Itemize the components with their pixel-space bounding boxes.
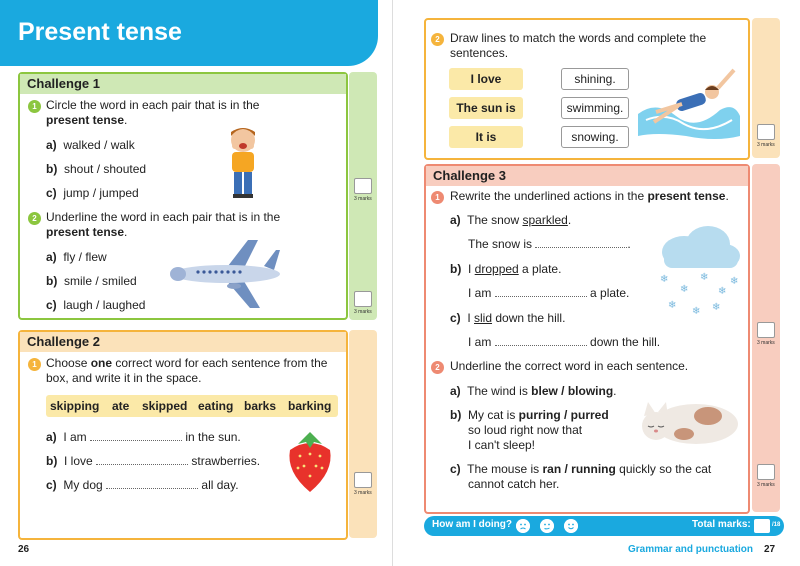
marks-box-c2[interactable] xyxy=(354,472,372,488)
c1-q1-item-a[interactable]: a) walked / walk xyxy=(46,138,135,152)
c1-q2-item-a[interactable]: a) fly / flew xyxy=(46,250,107,264)
marks-label-c3-q2: 3 marks xyxy=(757,482,775,488)
marks-box-c3-q1[interactable] xyxy=(757,322,775,338)
svg-text:❄: ❄ xyxy=(718,286,727,297)
progress-footer xyxy=(424,516,784,536)
swimmer-illustration xyxy=(636,62,742,146)
challenge-3-marks-strip xyxy=(752,164,780,512)
svg-text:❄: ❄ xyxy=(700,272,709,283)
word-option: skipped xyxy=(142,399,188,413)
marks-label-c2: 3 marks xyxy=(354,490,372,496)
cat-illustration xyxy=(634,390,742,448)
word-option: barking xyxy=(288,399,332,413)
neutral-face-icon[interactable] xyxy=(540,519,554,533)
challenge-1-heading: Challenge 1 xyxy=(20,74,346,94)
strawberry-illustration xyxy=(284,428,336,494)
c3-q2-item-a: a) The wind is blew / blowing. xyxy=(450,384,617,398)
c3-q1-item-b: b) I dropped a plate. xyxy=(450,262,562,276)
svg-text:❄: ❄ xyxy=(680,284,689,295)
c3-q2-instruction: Underline the correct word in each sentence. xyxy=(450,359,689,373)
question-number: 1 xyxy=(28,100,41,113)
snow-cloud-illustration xyxy=(654,222,744,322)
c3-q1-item-a: a) The snow sparkled. xyxy=(450,213,572,227)
c3-q2-item-b-line2: so loud right now that xyxy=(468,423,583,437)
total-marks-label: Total marks: xyxy=(692,519,751,530)
marks-box-match[interactable] xyxy=(757,124,775,140)
choice-words[interactable]: blew / blowing xyxy=(531,384,614,398)
match-right-1[interactable]: shining. xyxy=(561,68,629,90)
page-title: Present tense xyxy=(18,18,182,46)
question-number: 2 xyxy=(28,212,41,225)
c2-q1-instruction: Choose one correct word for each sentence from the box, and write it in the space. xyxy=(46,356,328,385)
marks-label-match: 3 marks xyxy=(757,142,775,148)
word-option: barks xyxy=(244,399,277,413)
footer-section-title: Grammar and punctuation xyxy=(628,544,754,555)
match-left-1[interactable]: I love xyxy=(449,68,523,90)
question-number: 1 xyxy=(28,358,41,371)
match-left-3[interactable]: It is xyxy=(449,126,523,148)
c2-item-c: c) My dog all day. xyxy=(46,478,239,492)
choice-words[interactable]: purring / purred xyxy=(518,408,609,422)
c1-q1-item-b[interactable]: b) shout / shouted xyxy=(46,162,147,176)
total-marks-box[interactable] xyxy=(754,519,770,533)
c1-q2-item-b[interactable]: b) smile / smiled xyxy=(46,274,137,288)
question-number: 2 xyxy=(431,361,444,374)
word-option: ate xyxy=(112,399,130,413)
c3-q1-instruction: Rewrite the underlined actions in the present tense. xyxy=(450,189,729,203)
marks-box-c1-q1[interactable] xyxy=(354,178,372,194)
title-bar xyxy=(0,0,378,66)
c1-q1-item-c[interactable]: c) jump / jumped xyxy=(46,186,139,200)
c3-q1-answer-c: I am down the hill. xyxy=(468,335,661,349)
boy-illustration xyxy=(218,124,268,200)
match-left-2[interactable]: The sun is xyxy=(449,97,523,119)
c3-q1-answer-b: I am a plate. xyxy=(468,286,630,300)
c3-q1-answer-a: The snow is . xyxy=(468,237,631,251)
marks-label-c1-q1: 3 marks xyxy=(354,196,372,202)
c2-item-a: a) I am in the sun. xyxy=(46,430,241,444)
c3-q2-item-c: c) The mouse is ran / running quickly so the cat xyxy=(450,462,712,476)
page-number-right: 27 xyxy=(764,544,776,555)
c3-q2-item-b: b) My cat is purring / purred xyxy=(450,408,609,422)
c3-q2-item-c-line2: cannot catch her. xyxy=(468,477,560,491)
choice-words[interactable]: ran / running xyxy=(542,462,616,476)
word-option: skipping xyxy=(50,399,100,413)
svg-text:❄: ❄ xyxy=(712,302,721,313)
match-instruction: Draw lines to match the words and complete the sentences. xyxy=(450,31,707,60)
page-number-left: 26 xyxy=(18,544,30,555)
sad-face-icon[interactable] xyxy=(516,519,530,533)
challenge-2-marks-strip xyxy=(349,330,377,538)
word-option: eating xyxy=(198,399,234,413)
answer-blank[interactable] xyxy=(535,237,627,248)
answer-blank[interactable] xyxy=(495,335,587,346)
total-out-of: /18 xyxy=(772,522,781,528)
c3-q1-item-c: c) I slid down the hill. xyxy=(450,311,566,325)
match-right-3[interactable]: snowing. xyxy=(561,126,629,148)
svg-text:❄: ❄ xyxy=(730,276,739,287)
svg-text:❄: ❄ xyxy=(692,306,701,317)
marks-label-c3-q1: 3 marks xyxy=(757,340,775,346)
airplane-illustration xyxy=(168,236,282,312)
challenge-2-heading: Challenge 2 xyxy=(20,332,346,352)
happy-face-icon[interactable] xyxy=(564,519,578,533)
answer-blank[interactable] xyxy=(106,478,198,489)
svg-text:❄: ❄ xyxy=(660,274,669,285)
c2-item-b: b) I love strawberries. xyxy=(46,454,261,468)
svg-text:❄: ❄ xyxy=(668,300,677,311)
marks-label-c1-q2: 3 marks xyxy=(354,309,372,315)
marks-box-c3-q2[interactable] xyxy=(757,464,775,480)
answer-blank[interactable] xyxy=(495,286,587,297)
c1-q1-instruction: Circle the word in each pair that is in the present tense. xyxy=(46,98,260,127)
word-box xyxy=(46,395,338,417)
answer-blank[interactable] xyxy=(90,430,182,441)
how-am-i-doing-label: How am I doing? xyxy=(432,519,512,530)
marks-box-c1-q2[interactable] xyxy=(354,291,372,307)
answer-blank[interactable] xyxy=(96,454,188,465)
c1-q2-instruction: Underline the word in each pair that is in the present tense. xyxy=(46,210,281,239)
c1-q2-item-c[interactable]: c) laugh / laughed xyxy=(46,298,146,312)
match-right-2[interactable]: swimming. xyxy=(561,97,629,119)
c3-q2-item-b-line3: I can't sleep! xyxy=(468,438,535,452)
left-page xyxy=(0,0,393,566)
question-number: 1 xyxy=(431,191,444,204)
question-number: 2 xyxy=(431,33,444,46)
challenge-3-heading: Challenge 3 xyxy=(426,166,748,186)
